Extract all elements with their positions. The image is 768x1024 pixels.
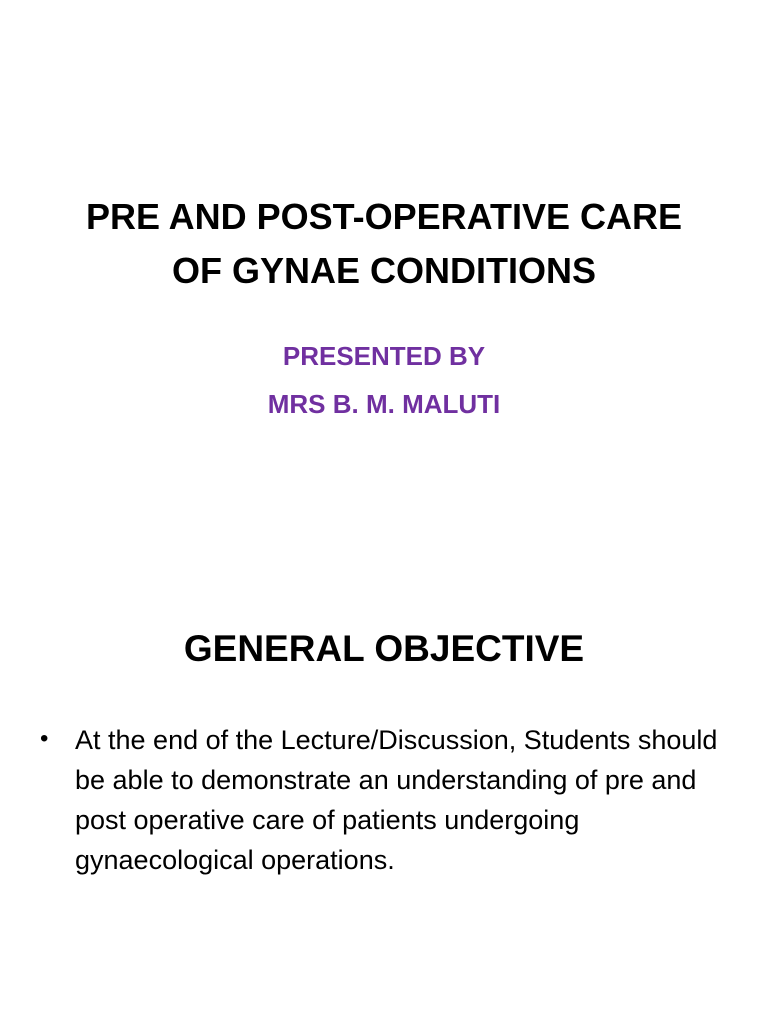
slide-title: GENERAL OBJECTIVE bbox=[183, 628, 585, 669]
bullet-text: At the end of the Lecture/Discussion, Students should be able to demonstrate an understanding of pre and post operative care of patients undergoing gynaecological operations. bbox=[75, 725, 718, 875]
bullet-list bbox=[38, 720, 738, 880]
slide-2 bbox=[0, 512, 768, 1024]
bullet-item bbox=[38, 720, 738, 880]
presenter-name: MRS B. M. MALUTI bbox=[267, 389, 501, 419]
bullet-marker: • bbox=[40, 725, 49, 752]
presented-by-label: PRESENTED BY bbox=[282, 341, 486, 371]
title-line-1: PRE AND POST-OPERATIVE CARE bbox=[85, 196, 683, 237]
presenter-block bbox=[0, 332, 768, 428]
title-line-2: OF GYNAE CONDITIONS bbox=[171, 250, 597, 291]
slide-title bbox=[0, 190, 768, 298]
